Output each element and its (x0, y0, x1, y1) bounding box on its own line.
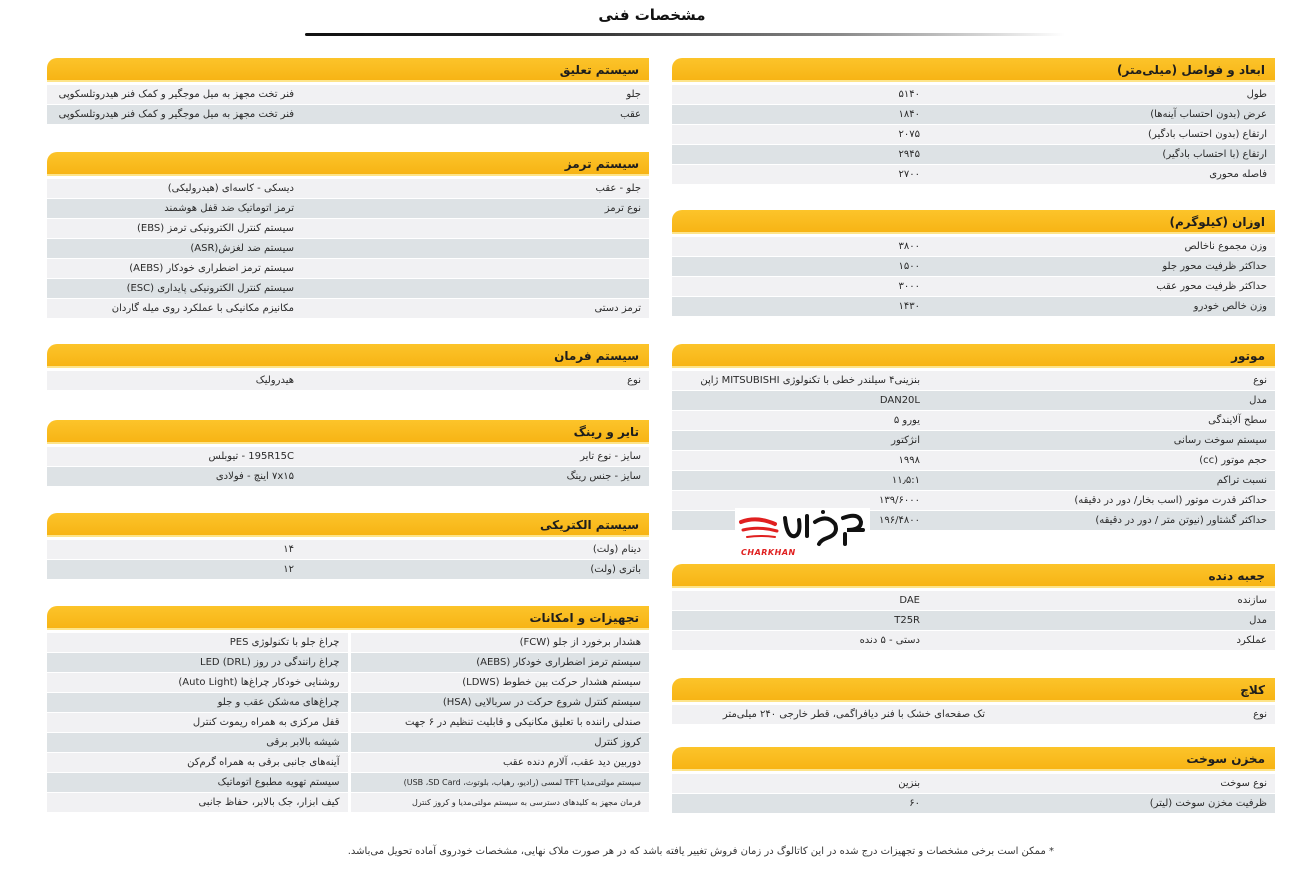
spec-row (672, 237, 1275, 256)
title-divider (305, 33, 1065, 36)
spec-row (47, 179, 649, 198)
spec-label: ارتفاع (بدون احتساب بادگیر) (1148, 129, 1267, 140)
spec-value: ۱۹۶/۴۸۰۰ (879, 515, 920, 526)
spec-row (47, 540, 649, 559)
spec-value: ترمز اتوماتیک ضد قفل هوشمند (164, 203, 294, 214)
spec-label: سایز - جنس رینگ (566, 471, 641, 482)
equipment-item: سیستم کنترل شروع حرکت در سربالایی (HSA) (351, 693, 650, 712)
section-weights (672, 210, 1275, 317)
spec-value: ۱۳۹/۶۰۰۰ (879, 495, 920, 506)
equipment-item: چراغ جلو با تکنولوژی PES (47, 633, 348, 652)
spec-row (672, 85, 1275, 104)
spec-label (294, 239, 649, 258)
spec-value: ۱۸۴۰ (898, 109, 920, 120)
spec-label: نوع سوخت (1220, 778, 1267, 789)
spec-label: سیستم سوخت رسانی (1173, 435, 1267, 446)
spec-label: ترمز دستی (594, 303, 641, 314)
spec-row (672, 451, 1275, 470)
spec-row (47, 239, 649, 258)
spec-label: دینام (ولت) (592, 544, 641, 555)
spec-row (672, 471, 1275, 490)
section-header: تجهیزات و امکانات (47, 606, 649, 630)
spec-label: عملکرد (1236, 635, 1267, 646)
spec-label: نسبت تراکم (1216, 475, 1267, 486)
spec-row (47, 259, 649, 278)
spec-value: دیسکی - کاسه‌ای (هیدرولیکی) (167, 183, 294, 194)
spec-value: ۱۱٫۵:۱ (891, 475, 920, 486)
equipment-row (47, 713, 649, 732)
spec-row (672, 591, 1275, 610)
spec-label: حداکثر گشتاور (نیوتن متر / دور در دقیقه) (1095, 515, 1267, 526)
spec-row (47, 279, 649, 298)
spec-row (672, 257, 1275, 276)
spec-label: سطح آلایندگی (1208, 415, 1267, 426)
spec-row (672, 774, 1275, 793)
spec-label: ظرفیت مخزن سوخت (لیتر) (1149, 798, 1267, 809)
spec-label: سایز - نوع تایر (580, 451, 641, 462)
spec-value: سیستم کنترل الکترونیکی پایداری (ESC) (126, 283, 294, 294)
equipment-row (47, 773, 649, 792)
spec-value: T25R (894, 615, 920, 626)
spec-label: حداکثر ظرفیت محور عقب (1156, 281, 1267, 292)
spec-label: وزن مجموع ناخالص (1184, 241, 1267, 252)
spec-value: ۶۰ (909, 798, 920, 809)
spec-value: سیستم ضد لغزش(ASR) (190, 243, 294, 254)
spec-label: عقب (620, 109, 641, 120)
spec-value: فنر تخت مجهز به میل موجگیر و کمک فنر هیدروتلسکوپی (58, 109, 294, 120)
section-header: مخزن سوخت (672, 747, 1275, 771)
equipment-item: سیستم هشدار حرکت بین خطوط (LDWS) (351, 673, 650, 692)
spec-value: تک صفحه‌ای خشک با فنر دیافراگمی، قطر خارجی ۲۴۰ میلی‌متر (722, 709, 985, 720)
spec-value: ۱۴۳۰ (898, 301, 920, 312)
section-tires (47, 420, 649, 487)
spec-row (672, 431, 1275, 450)
section-header: سیستم الکتریکی (47, 513, 649, 537)
section-header: جعبه دنده (672, 564, 1275, 588)
spec-row (47, 371, 649, 390)
spec-value: فنر تخت مجهز به میل موجگیر و کمک فنر هیدروتلسکوپی (58, 89, 294, 100)
spec-value: انژکتور (891, 435, 920, 446)
spec-row (672, 631, 1275, 650)
equipment-row (47, 733, 649, 752)
spec-row (47, 199, 649, 218)
section-fuel-tank (672, 747, 1275, 814)
spec-value: دستی - ۵ دنده (859, 635, 920, 646)
spec-label: مدل (1249, 395, 1267, 406)
equipment-row (47, 793, 649, 812)
equipment-item: هشدار برخورد از جلو (FCW) (351, 633, 650, 652)
spec-label: مدل (1249, 615, 1267, 626)
spec-row (672, 611, 1275, 630)
equipment-row (47, 693, 649, 712)
equipment-item: کروز کنترل (351, 733, 650, 752)
spec-label: باتری (ولت) (590, 564, 641, 575)
spec-label: نوع (1253, 709, 1267, 720)
spec-value: ۱۲ (283, 564, 294, 575)
spec-value: DAE (899, 595, 920, 606)
spec-row (672, 391, 1275, 410)
spec-value: ۳۸۰۰ (898, 241, 920, 252)
spec-label: جلو - عقب (595, 183, 641, 194)
section-gearbox (672, 564, 1275, 651)
spec-label: ارتفاع (با احتساب بادگیر) (1162, 149, 1267, 160)
spec-value: سیستم کنترل الکترونیکی ترمز (EBS) (137, 223, 294, 234)
spec-label: نوع (627, 375, 641, 386)
section-suspension (47, 58, 649, 125)
section-brakes (47, 152, 649, 319)
section-header: سیستم فرمان (47, 344, 649, 368)
equipment-item: سیستم ترمز اضطراری خودکار (AEBS) (351, 653, 650, 672)
section-header: اوزان (کیلوگرم) (672, 210, 1275, 234)
equipment-row (47, 633, 649, 652)
section-equipment (47, 606, 649, 813)
spec-row (672, 125, 1275, 144)
section-electrical (47, 513, 649, 580)
equipment-item: شیشه بالابر برقی (47, 733, 348, 752)
spec-label: حداکثر ظرفیت محور جلو (1162, 261, 1267, 272)
spec-label (294, 219, 649, 238)
equipment-row (47, 653, 649, 672)
section-header: سیستم تعلیق (47, 58, 649, 82)
spec-row (47, 299, 649, 318)
spec-label: حجم موتور (cc) (1199, 455, 1267, 466)
section-header: تایر و رینگ (47, 420, 649, 444)
spec-row (672, 705, 1275, 724)
footnote: * ممکن است برخی مشخصات و تجهیزات درج شده در این کاتالوگ در زمان فروش تغییر یافته باشد که در هر صورت ملاک نهایی، مشخصات خودروی آماده تحویل می‌باشد. (347, 846, 1054, 857)
section-engine (672, 344, 1275, 531)
spec-row (672, 297, 1275, 316)
spec-value: ۲۹۴۵ (898, 149, 920, 160)
equipment-row (47, 753, 649, 772)
equipment-item: آینه‌های جانبی برقی به همراه گرم‌کن (47, 753, 348, 772)
spec-label: عرض (بدون احتساب آینه‌ها) (1150, 109, 1267, 120)
charkhan-logo (735, 508, 870, 563)
spec-value: سیستم ترمز اضطراری خودکار (AEBS) (129, 263, 294, 274)
spec-label: نوع (1253, 375, 1267, 386)
spec-row (672, 165, 1275, 184)
spec-value: ۱۴ (283, 544, 294, 555)
spec-value: ۵۱۴۰ (898, 89, 920, 100)
spec-value: یورو ۵ (893, 415, 920, 426)
spec-row (672, 794, 1275, 813)
spec-row (672, 145, 1275, 164)
spec-row (47, 447, 649, 466)
spec-value: 195R15C - تیوبلس (208, 451, 294, 462)
equipment-item: دوربین دید عقب، آلارم دنده عقب (351, 753, 650, 772)
equipment-item: صندلی راننده با تعلیق مکانیکی و قابلیت تنظیم در ۶ جهت (351, 713, 650, 732)
equipment-item: چراغ‌های مه‌شکن عقب و جلو (47, 693, 348, 712)
spec-row (47, 105, 649, 124)
spec-value: ۲۷۰۰ (898, 169, 920, 180)
spec-value: ۲۰۷۵ (898, 129, 920, 140)
spec-row (47, 219, 649, 238)
spec-value: ۱۹۹۸ (898, 455, 920, 466)
spec-row (672, 371, 1275, 390)
equipment-item: فرمان مجهز به کلیدهای دسترسی به سیستم مولتی‌مدیا و کروز کنترل (351, 793, 650, 812)
spec-label: سازنده (1237, 595, 1267, 606)
page-title: مشخصات فنی (598, 6, 706, 24)
section-header: کلاچ (672, 678, 1275, 702)
section-steering (47, 344, 649, 391)
spec-label: نوع ترمز (604, 203, 641, 214)
equipment-item: قفل مرکزی به همراه ریموت کنترل (47, 713, 348, 732)
spec-row (672, 277, 1275, 296)
equipment-item: چراغ رانندگی در روز LED (DRL) (47, 653, 348, 672)
spec-label (294, 259, 649, 278)
spec-label: فاصله محوری (1209, 169, 1267, 180)
spec-value: بنزین (898, 778, 920, 789)
equipment-row (47, 673, 649, 692)
logo-mark-icon (735, 508, 870, 548)
spec-value: هیدرولیک (255, 375, 294, 386)
section-header: سیستم ترمز (47, 152, 649, 176)
spec-value: مکانیزم مکانیکی با عملکرد روی میله گاردان (111, 303, 294, 314)
spec-value: DAN20L (879, 395, 920, 406)
spec-label: طول (1246, 89, 1267, 100)
equipment-item: سیستم تهویه مطبوع اتوماتیک (47, 773, 348, 792)
spec-label: وزن خالص خودرو (1193, 301, 1267, 312)
spec-row (47, 85, 649, 104)
spec-value: بنزینی۴ سیلندر خطی با تکنولوژی MITSUBISHI ژاپن (700, 375, 920, 386)
spec-row (672, 105, 1275, 124)
section-header: ابعاد و فواصل (میلی‌متر) (672, 58, 1275, 82)
equipment-item: سیستم مولتی‌مدیا TFT لمسی (رادیو، رهیاب، بلوتوث، USB ،SD Card) (351, 773, 650, 792)
section-dimensions (672, 58, 1275, 185)
equipment-item: روشنایی خودکار چراغ‌ها (Auto Light) (47, 673, 348, 692)
section-clutch (672, 678, 1275, 725)
spec-row (672, 411, 1275, 430)
spec-row (47, 560, 649, 579)
logo-text: CHARKHAN (741, 548, 796, 557)
spec-value: ۳۰۰۰ (898, 281, 920, 292)
spec-row (47, 467, 649, 486)
section-header: موتور (672, 344, 1275, 368)
spec-label: جلو (626, 89, 641, 100)
spec-label: حداکثر قدرت موتور (اسب بخار/ دور در دقیقه) (1074, 495, 1267, 506)
spec-label (294, 279, 649, 298)
spec-value: ۱۵۰۰ (898, 261, 920, 272)
spec-value: ۷x۱۵ اینچ - فولادی (215, 471, 294, 482)
equipment-item: کیف ابزار، جک بالابر، حفاظ جانبی (47, 793, 348, 812)
